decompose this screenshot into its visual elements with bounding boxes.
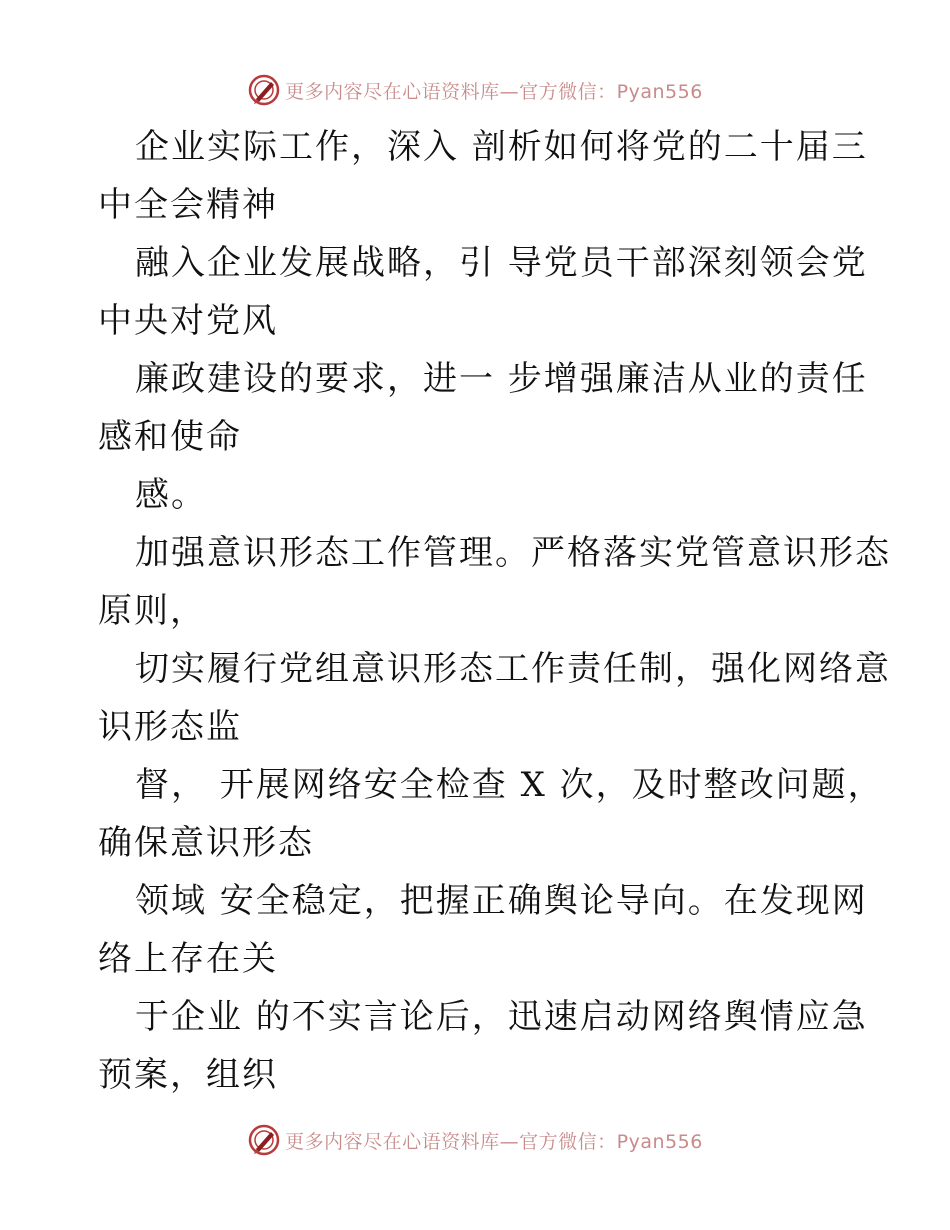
pen-logo-icon <box>247 73 281 107</box>
header-banner-text: 更多内容尽在心语资料库—官方微信：Pyan556 <box>285 80 703 103</box>
text-line-9: 原则， <box>98 591 206 631</box>
text-line-14: 领域 安全稳定，把握正确舆论导向。在发现网 <box>135 881 868 921</box>
text-line-12: 督， 开展网络安全检查 X 次，及时整改问题， <box>135 765 884 805</box>
header-banner <box>0 70 950 110</box>
text-line-7: 感。 <box>135 475 207 515</box>
text-line-10: 切实履行党组意识形态工作责任制，强化网络意 <box>135 649 891 689</box>
text-line-11: 识形态监 <box>98 707 242 747</box>
text-line-13: 确保意识形态 <box>98 823 314 863</box>
text-line-17: 预案，组织 <box>98 1055 278 1095</box>
text-line-4: 中央对党风 <box>98 301 278 341</box>
document-body <box>98 118 891 1104</box>
text-line-2: 中全会精神 <box>98 185 278 225</box>
text-line-8: 加强意识形态工作管理。严格落实党管意识形态 <box>135 533 891 573</box>
footer-banner <box>0 1120 950 1160</box>
text-line-3: 融入企业发展战略，引 导党员干部深刻领会党 <box>135 243 868 283</box>
text-line-1: 企业实际工作，深入 剖析如何将党的二十届三 <box>135 127 868 167</box>
text-line-5: 廉政建设的要求，进一 步增强廉洁从业的责任 <box>135 359 868 399</box>
text-line-16: 于企业 的不实言论后，迅速启动网络舆情应急 <box>135 997 868 1037</box>
text-line-15: 络上存在关 <box>98 939 278 979</box>
text-line-6: 感和使命 <box>98 417 242 457</box>
pen-logo-icon <box>247 1123 281 1157</box>
footer-banner-text: 更多内容尽在心语资料库—官方微信：Pyan556 <box>285 1130 703 1153</box>
